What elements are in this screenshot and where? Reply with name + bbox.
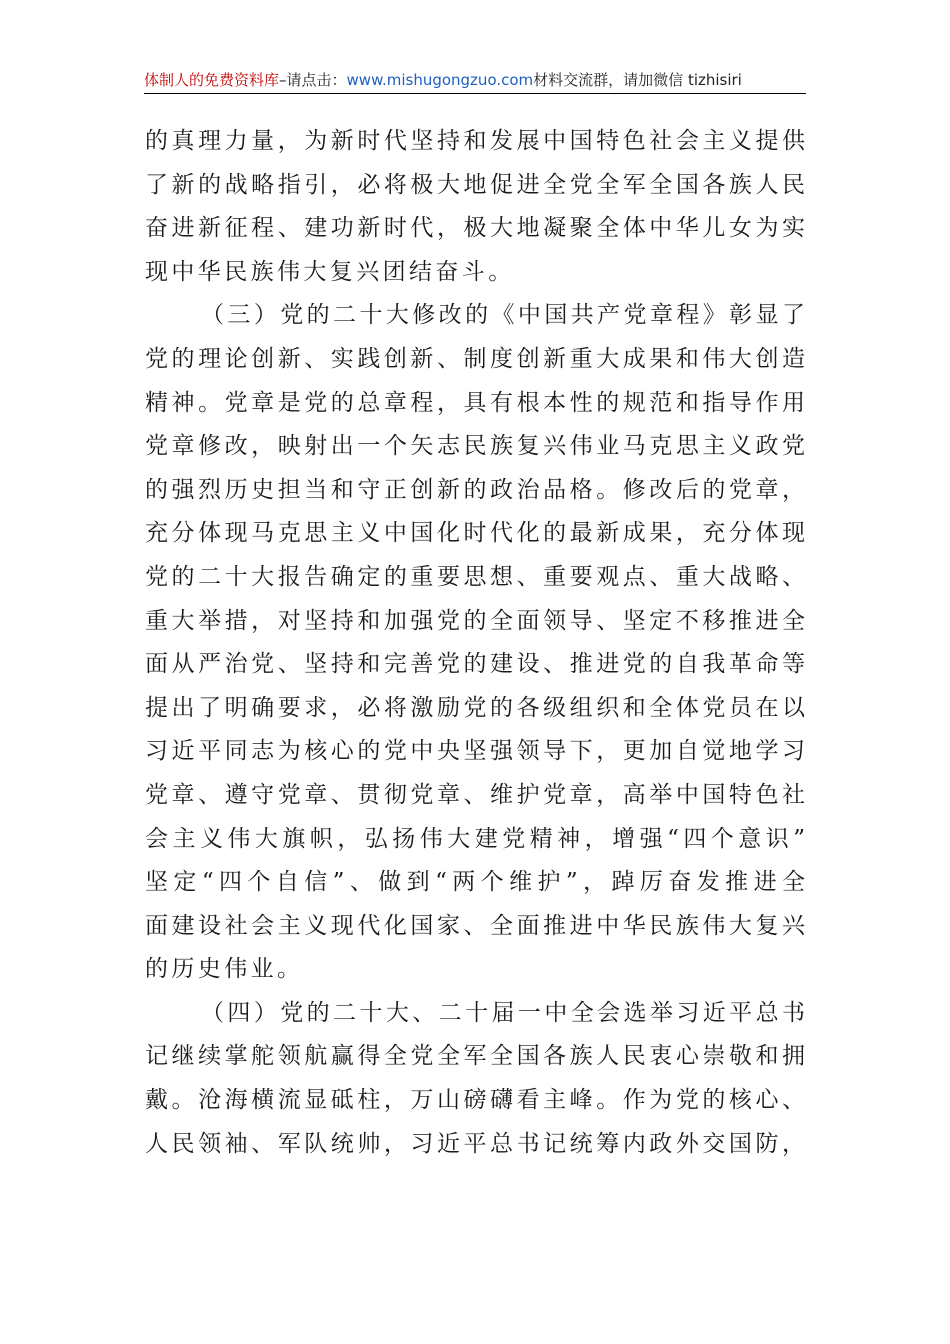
paragraph-heading-4: （四）党的二十大、二十届一中全会选举习近平总书 [201,999,805,1026]
text-line: 党章、遵守党章、贯彻党章、维护党章，高举中国特色社 [145,781,805,808]
header-url-link[interactable]: www.mishugongzuo.com [346,71,534,89]
text-line: 会主义伟大旗帜，弘扬伟大建党精神，增强“四个意识” [145,825,805,852]
text-line: 党的二十大报告确定的重要思想、重要观点、重大战略、 [145,563,805,590]
text-line: 提出了明确要求，必将激励党的各级组织和全体党员在以 [145,694,805,721]
header-note: 材料交流群，请加微信 tizhisiri [533,71,742,89]
text-line: 面从严治党、坚持和完善党的建设、推进党的自我革命等 [145,651,805,678]
text-line: 党章修改，映射出一个矢志民族复兴伟业马克思主义政党 [145,433,805,460]
text-line: 记继续掌舵领航赢得全党全军全国各族人民衷心崇敬和拥 [145,1043,805,1070]
text-line: 精神。党章是党的总章程，具有根本性的规范和指导作用 [145,389,805,416]
paragraph-heading-3: （三）党的二十大修改的《中国共产党章程》彰显了 [201,302,805,329]
text-line: 坚定“四个自信”、做到“两个维护”，踔厉奋发推进全 [145,869,805,896]
text-line: 了新的战略指引，必将极大地促进全党全军全国各族人民 [145,171,805,198]
header-brand: 体制人的免费资料库 [144,71,280,89]
text-line: 充分体现马克思主义中国化时代化的最新成果，充分体现 [145,520,805,547]
header-prompt: –请点击： [279,71,347,89]
text-line: 现中华民族伟大复兴团结奋斗。 [145,258,515,285]
text-line: 的历史伟业。 [145,956,304,983]
text-line: 的强烈历史担当和守正创新的政治品格。修改后的党章， [145,476,805,503]
text-line: 戴。沧海横流显砥柱，万山磅礴看主峰。作为党的核心、 [145,1087,805,1114]
text-line: 的真理力量，为新时代坚持和发展中国特色社会主义提供 [145,128,805,154]
text-line: 习近平同志为核心的党中央坚强领导下，更加自觉地学习 [145,738,805,765]
text-line: 重大举措，对坚持和加强党的全面领导、坚定不移推进全 [145,607,805,634]
text-line: 面建设社会主义现代化国家、全面推进中华民族伟大复兴 [145,912,805,939]
text-line: 党的理论创新、实践创新、制度创新重大成果和伟大创造 [145,345,805,372]
text-line: 奋进新征程、建功新时代，极大地凝聚全体中华儿女为实 [145,215,805,242]
header-divider [144,93,806,94]
text-line: 人民领袖、军队统帅，习近平总书记统筹内政外交国防， [145,1130,805,1157]
document-body [145,120,805,1166]
page-header [144,66,806,94]
